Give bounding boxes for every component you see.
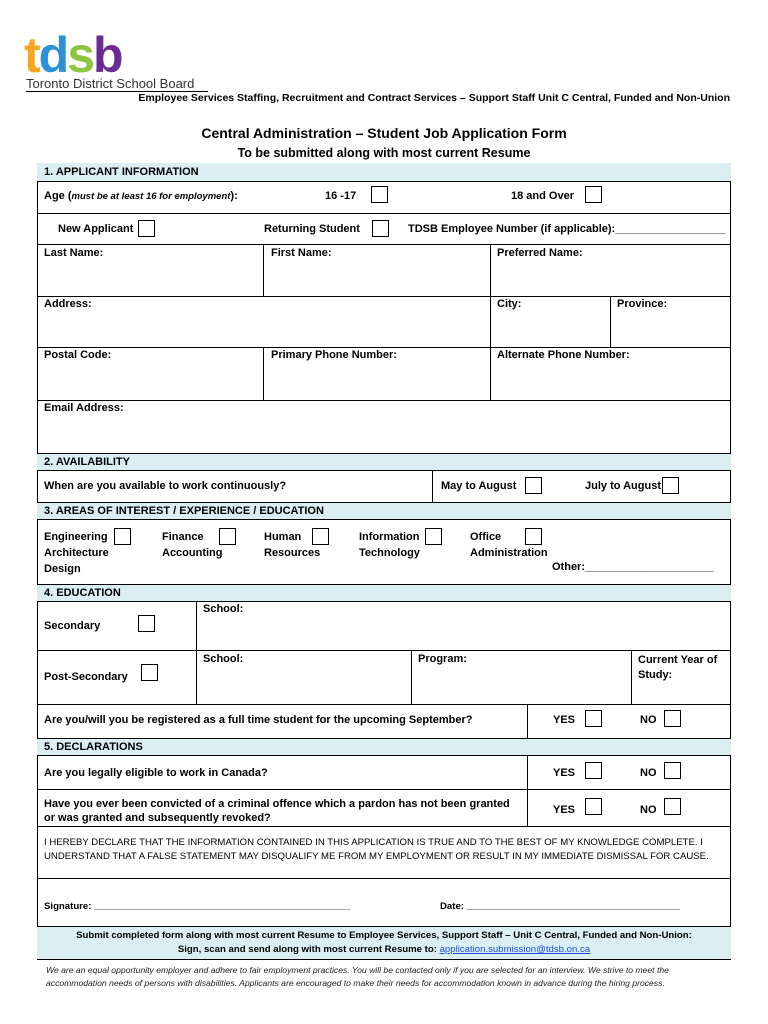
submit-line2 xyxy=(37,944,731,955)
address-field[interactable]: Address: xyxy=(44,298,92,310)
footer-note xyxy=(46,964,669,990)
interest-off-line2: Administration xyxy=(470,547,548,559)
divider xyxy=(631,650,632,704)
age-16-17-checkbox[interactable] xyxy=(371,186,388,203)
divider xyxy=(37,650,731,651)
province-field[interactable]: Province: xyxy=(617,298,668,310)
divider xyxy=(37,181,731,182)
logo-letter-d: d xyxy=(38,27,68,83)
section-2-header xyxy=(37,454,731,470)
fulltime-no-checkbox[interactable] xyxy=(664,710,681,727)
july-august-checkbox[interactable] xyxy=(662,477,679,494)
divider xyxy=(37,755,731,756)
first-name-field[interactable]: First Name: xyxy=(271,247,332,259)
new-applicant-checkbox[interactable] xyxy=(138,220,155,237)
availability-question: When are you available to work continuously? xyxy=(44,480,287,492)
divider xyxy=(37,244,731,245)
divider xyxy=(490,244,491,296)
postal-code-field[interactable]: Postal Code: xyxy=(44,349,112,361)
age-label-close: ): xyxy=(230,190,238,202)
logo-letter-t: t xyxy=(24,27,39,83)
convicted-question xyxy=(44,797,510,825)
divider xyxy=(37,826,731,827)
divider xyxy=(37,470,731,471)
program-field[interactable]: Program: xyxy=(418,653,467,665)
interest-engineering-label xyxy=(44,529,109,577)
submit-line1: Submit completed form along with most current Resume to Employee Services, Support Staff – Unit C Central, Funded and Non-Union: xyxy=(76,930,692,941)
divider xyxy=(263,244,264,296)
logo-org-name: Toronto District School Board xyxy=(26,76,195,91)
interest-hr-checkbox[interactable] xyxy=(312,528,329,545)
interest-finance-checkbox[interactable] xyxy=(219,528,236,545)
interest-office-checkbox[interactable] xyxy=(525,528,542,545)
post-secondary-label: Post-Secondary xyxy=(44,671,128,683)
preferred-name-field[interactable]: Preferred Name: xyxy=(497,247,583,259)
fulltime-no-label: NO xyxy=(640,714,657,726)
divider xyxy=(490,296,491,347)
employee-number-field[interactable]: TDSB Employee Number (if applicable):__________________ xyxy=(408,223,726,235)
section-1-title: 1. APPLICANT INFORMATION xyxy=(44,166,199,178)
secondary-checkbox[interactable] xyxy=(138,615,155,632)
divider xyxy=(263,347,264,400)
divider xyxy=(37,601,731,602)
submission-email-link[interactable]: application.submission@tdsb.on.ca xyxy=(439,944,591,955)
footer-line1: We are an equal opportunity employer and adhere to fair employment practices. You will be contacted only if you are selected for an interview. We strive to meet the xyxy=(46,965,669,975)
interest-eng-line1: Engineering xyxy=(44,531,108,543)
current-year-field[interactable] xyxy=(638,653,717,683)
divider xyxy=(37,519,731,520)
last-name-field[interactable]: Last Name: xyxy=(44,247,104,259)
divider xyxy=(37,789,731,790)
current-year-line2: Study: xyxy=(638,669,673,681)
divider xyxy=(37,704,731,705)
age-label xyxy=(44,190,238,202)
returning-student-label: Returning Student xyxy=(264,223,360,235)
eligible-no-checkbox[interactable] xyxy=(664,762,681,779)
new-applicant-label: New Applicant xyxy=(58,223,134,235)
logo-letter-b: b xyxy=(93,27,122,83)
divider xyxy=(37,878,731,879)
convicted-yes-checkbox[interactable] xyxy=(585,798,602,815)
returning-student-checkbox[interactable] xyxy=(372,220,389,237)
interest-eng-line2: Architecture xyxy=(44,547,109,559)
section-4-title: 4. EDUCATION xyxy=(44,587,121,599)
submit-line2-prefix: Sign, scan and send along with most current Resume to: xyxy=(177,944,440,955)
form-title: Central Administration – Student Job Application Form xyxy=(201,125,567,141)
secondary-label: Secondary xyxy=(44,620,101,632)
section-5-title: 5. DECLARATIONS xyxy=(44,741,143,753)
convicted-no-label: NO xyxy=(640,804,657,816)
age-16-17-label: 16 -17 xyxy=(325,190,357,202)
convicted-no-checkbox[interactable] xyxy=(664,798,681,815)
age-18-checkbox[interactable] xyxy=(585,186,602,203)
divider xyxy=(527,755,528,826)
may-august-checkbox[interactable] xyxy=(525,477,542,494)
current-year-line1: Current Year of xyxy=(638,654,718,666)
fulltime-yes-label: YES xyxy=(553,714,576,726)
interest-eng-line3: Design xyxy=(44,563,81,575)
footer-line2: accommodation needs of persons with disabilities. Applicants are encouraged to make their needs for accommodation known in advance during the hiring process. xyxy=(46,978,665,988)
secondary-school-field[interactable]: School: xyxy=(203,603,244,615)
fulltime-yes-checkbox[interactable] xyxy=(585,710,602,727)
post-secondary-school-field[interactable]: School: xyxy=(203,653,244,665)
divider xyxy=(411,650,412,704)
interest-it-line1: Information xyxy=(359,531,420,543)
statement-line2: UNDERSTAND THAT A FALSE STATEMENT MAY DISQUALIFY ME FROM MY EMPLOYMENT OR RESULT IN MY IMMEDIATE DISMISSAL FOR CAUSE. xyxy=(44,851,709,862)
city-field[interactable]: City: xyxy=(497,298,522,310)
form-subtitle: To be submitted along with most current Resume xyxy=(237,146,531,160)
interest-hr-line1: Human xyxy=(264,531,302,543)
dept-line: Employee Services Staffing, Recruitment and Contract Services – Support Staff Unit C Central, Funded and Non-Union xyxy=(138,92,730,104)
divider xyxy=(37,347,731,348)
divider xyxy=(527,704,528,738)
may-august-label: May to August xyxy=(441,480,517,492)
age-note: must be at least 16 for employment xyxy=(71,191,231,202)
eligible-yes-checkbox[interactable] xyxy=(585,762,602,779)
interest-engineering-checkbox[interactable] xyxy=(114,528,131,545)
age-18-label: 18 and Over xyxy=(511,190,574,202)
divider xyxy=(196,601,197,704)
divider xyxy=(37,213,731,214)
signature-field[interactable]: Signature: ________________________________________________ xyxy=(44,901,351,912)
fulltime-question: Are you/will you be registered as a full time student for the upcoming September? xyxy=(44,714,473,726)
date-field[interactable]: Date: ________________________________________ xyxy=(440,901,681,912)
email-field[interactable]: Email Address: xyxy=(44,402,124,414)
interest-fin-line2: Accounting xyxy=(162,547,223,559)
interest-it-line2: Technology xyxy=(359,547,420,559)
section-4-header xyxy=(37,585,731,601)
tdsb-logo xyxy=(24,27,122,83)
divider xyxy=(37,296,731,297)
statement-line1: I HEREBY DECLARE THAT THE INFORMATION CONTAINED IN THIS APPLICATION IS TRUE AND TO THE BEST OF MY KNOWLEDGE COMPLETE. I xyxy=(44,837,703,848)
interest-it-checkbox[interactable] xyxy=(425,528,442,545)
convicted-line2: or was granted and subsequently revoked? xyxy=(44,812,271,824)
convicted-line1: Have you ever been convicted of a criminal offence which a pardon has not been granted xyxy=(44,798,510,810)
eligible-no-label: NO xyxy=(640,767,657,779)
divider xyxy=(432,470,433,502)
section-3-title: 3. AREAS OF INTEREST / EXPERIENCE / EDUCATION xyxy=(44,505,324,517)
age-label-text: Age ( xyxy=(44,190,72,202)
interest-off-line1: Office xyxy=(470,531,502,543)
eligible-question: Are you legally eligible to work in Canada? xyxy=(44,767,268,779)
interest-fin-line1: Finance xyxy=(162,531,204,543)
divider xyxy=(37,400,731,401)
interest-other-field[interactable]: Other:_____________________ xyxy=(552,561,714,573)
interest-finance-label xyxy=(162,529,223,561)
interest-hr-line2: Resources xyxy=(264,547,321,559)
logo-letter-s: s xyxy=(67,27,94,83)
alternate-phone-field[interactable]: Alternate Phone Number: xyxy=(497,349,630,361)
july-august-label: July to August xyxy=(585,480,661,492)
post-secondary-checkbox[interactable] xyxy=(141,664,158,681)
interest-it-label xyxy=(359,529,420,561)
convicted-yes-label: YES xyxy=(553,804,576,816)
divider xyxy=(610,296,611,347)
section-2-title: 2. AVAILABILITY xyxy=(44,456,130,468)
eligible-yes-label: YES xyxy=(553,767,576,779)
primary-phone-field[interactable]: Primary Phone Number: xyxy=(271,349,397,361)
declaration-statement xyxy=(44,836,709,864)
divider xyxy=(490,347,491,400)
